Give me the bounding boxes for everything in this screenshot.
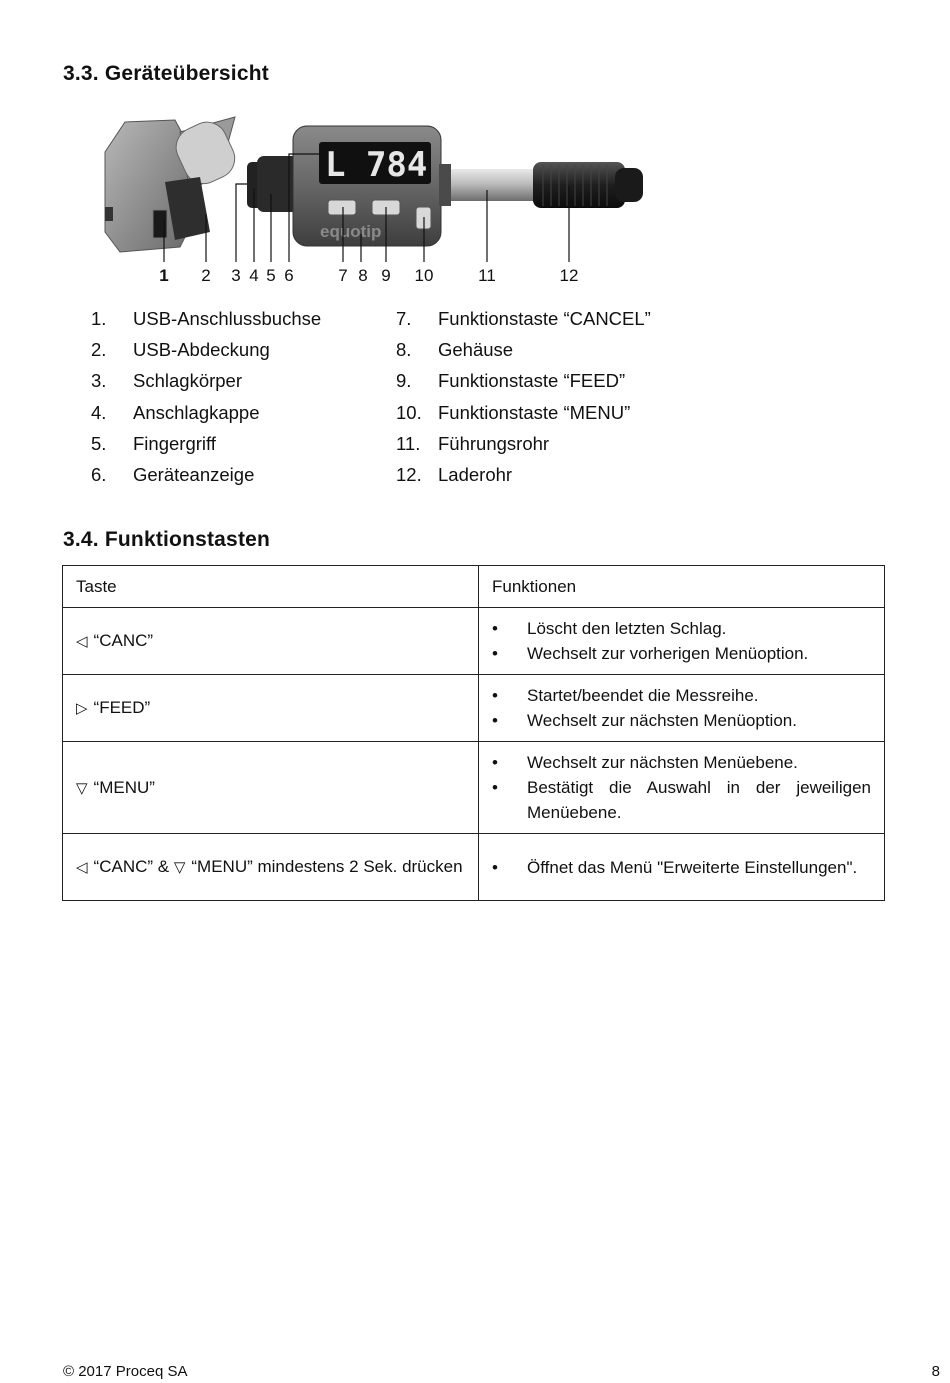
callout-6: 6 <box>284 266 294 285</box>
triangle-left-icon: ◁ <box>76 633 88 650</box>
list-item: • Startet/beendet die Messreihe. <box>492 683 871 708</box>
legend-item: 4. Anschlagkappe <box>91 401 260 423</box>
list-item: • Bestätigt die Auswahl in der jeweiligen Menüebene. <box>492 775 871 825</box>
device-front-view <box>247 126 643 246</box>
list-item: • Öffnet das Menü "Erweiterte Einstellungen". <box>492 855 871 880</box>
guide-tube <box>451 169 543 201</box>
legend-list-left <box>91 306 321 493</box>
brand-logo: equotip <box>320 222 382 241</box>
functions-cell <box>479 834 885 901</box>
triangle-down-icon: ▽ <box>173 859 186 876</box>
footer-copyright: © 2017 Proceq SA <box>63 1363 188 1380</box>
callout-9: 9 <box>381 266 391 285</box>
triangle-left-icon: ◁ <box>76 859 88 876</box>
callout-8: 8 <box>358 266 368 285</box>
list-item: • Wechselt zur nächsten Menüebene. <box>492 750 871 775</box>
legend-item: 8. Gehäuse <box>396 339 514 361</box>
device-diagram <box>95 112 655 292</box>
table-row <box>63 834 885 901</box>
callout-10: 10 <box>414 266 434 285</box>
device-side-view <box>105 116 241 252</box>
callout-4: 4 <box>249 266 259 285</box>
function-keys-table <box>62 565 885 901</box>
callout-12: 12 <box>559 266 579 285</box>
functions-cell <box>479 675 885 742</box>
table-row <box>63 608 885 675</box>
callout-5: 5 <box>266 266 276 285</box>
legend-item: 10. Funktionstaste “MENU” <box>396 401 631 423</box>
cancel-key <box>328 200 356 215</box>
table-header-row <box>63 566 885 608</box>
table-row <box>63 675 885 742</box>
legend-item: 7. Funktionstaste “CANCEL” <box>396 308 651 329</box>
legend-item: 9. Funktionstaste “FEED” <box>396 370 626 392</box>
callout-11: 11 <box>478 266 496 285</box>
callout-1: 1 <box>159 266 169 285</box>
display-readout: L 784 <box>325 145 428 185</box>
list-item: • Löscht den letzten Schlag. <box>492 616 871 641</box>
functions-cell <box>479 742 885 834</box>
section-title-overview: 3.3. Geräteübersicht <box>63 62 269 85</box>
table-row <box>63 742 885 834</box>
legend-item: 12. Laderohr <box>396 463 513 485</box>
table-header-key: Taste <box>63 566 479 608</box>
legend-item: 3. Schlagkörper <box>91 370 243 392</box>
legend-list-right <box>396 306 651 493</box>
triangle-down-icon: ▽ <box>76 779 88 797</box>
functions-cell <box>479 608 885 675</box>
list-item: • Wechselt zur nächsten Menüoption. <box>492 708 871 733</box>
key-cell: ▽ “MENU” <box>63 742 479 834</box>
key-cell: ◁ “CANC” & ▽ “MENU” mindestens 2 Sek. drücken <box>63 834 479 901</box>
loading-tube <box>533 162 625 208</box>
section-title-keys: 3.4. Funktionstasten <box>63 528 271 551</box>
legend-item: 2. USB-Abdeckung <box>91 339 270 361</box>
legend-item: 6. Geräteanzeige <box>91 463 255 485</box>
callout-3: 3 <box>231 266 241 285</box>
triangle-right-icon: ▷ <box>76 700 88 717</box>
list-item: • Wechselt zur vorherigen Menüoption. <box>492 641 871 666</box>
key-cell: ◁ “CANC” <box>63 608 479 675</box>
callout-7: 7 <box>338 266 348 285</box>
callout-2: 2 <box>201 266 211 285</box>
table-header-functions: Funktionen <box>479 566 885 608</box>
legend-item: 5. Fingergriff <box>91 432 216 454</box>
legend-item: 1. USB-Anschlussbuchse <box>91 308 322 329</box>
page-number: 8 <box>931 1363 940 1380</box>
legend-item: 11. Führungsrohr <box>396 432 550 454</box>
key-cell: ▷ “FEED” <box>63 675 479 742</box>
